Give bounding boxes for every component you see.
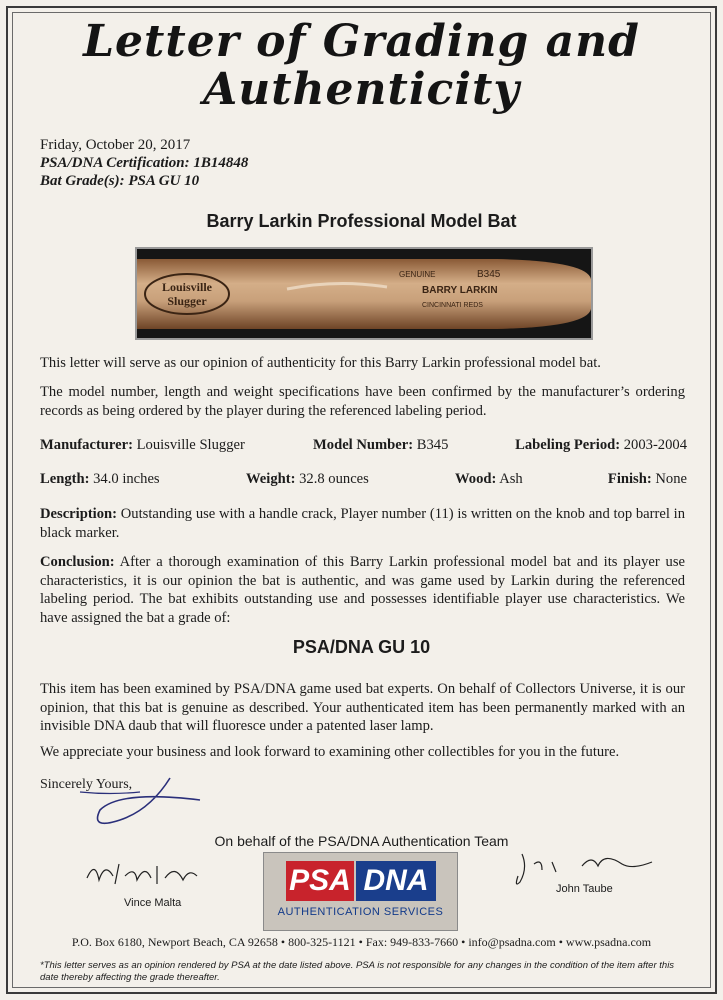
letter-title-line1: Letter of Grading and — [83, 16, 640, 67]
conclusion-paragraph: Conclusion: After a thorough examination of this Barry Larkin professional model bat and its player use characteristics, it is our opinion the bat is authentic, and was game used by Larkin during the referenced labeling period. The bat exhibits outstanding use and possesses identifiable player use characteristics. We have assigned the bat a grade of: — [40, 554, 685, 626]
letter-meta — [40, 136, 248, 190]
manufacturer-field: Manufacturer: Louisville Slugger — [40, 437, 245, 453]
stamp-player: BARRY LARKIN — [422, 285, 498, 296]
john-taube-signature — [512, 848, 662, 888]
letter-title-line2: Authenticity — [203, 64, 520, 115]
brand-text-louisville: Louisville — [161, 280, 213, 294]
finish-field: Finish: None — [607, 471, 687, 487]
bat-grade-label: Bat Grade(s): — [40, 173, 125, 189]
bat-photo — [135, 247, 593, 340]
psa-logo-text: PSA — [286, 861, 354, 901]
model-number-field: Model Number: B345 — [313, 437, 449, 453]
appreciate-paragraph: We appreciate your business and look forward to examining other collectibles for you in the future. — [40, 744, 620, 760]
certification-line — [40, 154, 248, 172]
description-paragraph: Description: Outstanding use with a handle crack, Player number (11) is written on the knob and top barrel in black marker. — [40, 506, 685, 541]
bat-illustration — [137, 249, 591, 338]
closing-text: Sincerely Yours, — [40, 777, 133, 792]
letter-date: Friday, October 20, 2017 — [40, 137, 191, 153]
signer-left-name: Vince Malta — [124, 897, 182, 909]
item-title: Barry Larkin Professional Model Bat — [206, 211, 517, 231]
examined-paragraph: This item has been examined by PSA/DNA game used bat experts. On behalf of Collectors Universe, it is our opinion, that this bat is genuine as described. Your authenticated item has been permanently marked with an invisible DNA daub that will fluoresce under a patented laser lamp. — [40, 681, 685, 734]
certification-number: 1B14848 — [193, 155, 249, 171]
footer-contact: P.O. Box 6180, Newport Beach, CA 92658 • 800-325-1121 • Fax: 949-833-7660 • info@psadna.com • www.psadna.com — [71, 935, 652, 949]
certification-label: PSA/DNA Certification: — [40, 155, 190, 171]
authentication-services-text: AUTHENTICATION SERVICES — [277, 906, 444, 918]
stamp-genuine: GENUINE — [399, 270, 436, 279]
bat-grade-value: PSA GU 10 — [128, 173, 200, 189]
behalf-line: On behalf of the PSA/DNA Authentication Team — [214, 833, 509, 849]
specs-paragraph: The model number, length and weight specifications have been confirmed by the manufacturer’s ordering records as being ordered by the player during the referenced labeling period. — [40, 384, 685, 419]
length-field: Length: 34.0 inches — [40, 471, 160, 487]
bat-grade-line — [40, 172, 248, 190]
intro-paragraph: This letter will serve as our opinion of authenticity for this Barry Larkin professional model bat. — [40, 355, 601, 371]
psa-dna-logo — [263, 852, 458, 931]
disclaimer-note: *This letter serves as an opinion rendered by PSA at the date listed above. PSA is not responsible for any changes in the condition of the item after this date thereby affecting the grade thereafter. — [40, 960, 675, 983]
closing-signature — [60, 770, 220, 840]
weight-field: Weight: 32.8 ounces — [246, 471, 369, 487]
wood-field: Wood: Ash — [455, 471, 523, 487]
vince-malta-signature — [85, 858, 210, 888]
dna-logo-text: DNA — [356, 861, 436, 901]
brand-text-slugger: Slugger — [167, 294, 207, 308]
stamp-city: CINCINNATI REDS — [422, 302, 483, 309]
stamp-model: B345 — [477, 269, 501, 280]
signer-right-name: John Taube — [556, 883, 613, 895]
labeling-period-field: Labeling Period: 2003-2004 — [515, 437, 687, 453]
final-grade: PSA/DNA GU 10 — [292, 637, 431, 657]
